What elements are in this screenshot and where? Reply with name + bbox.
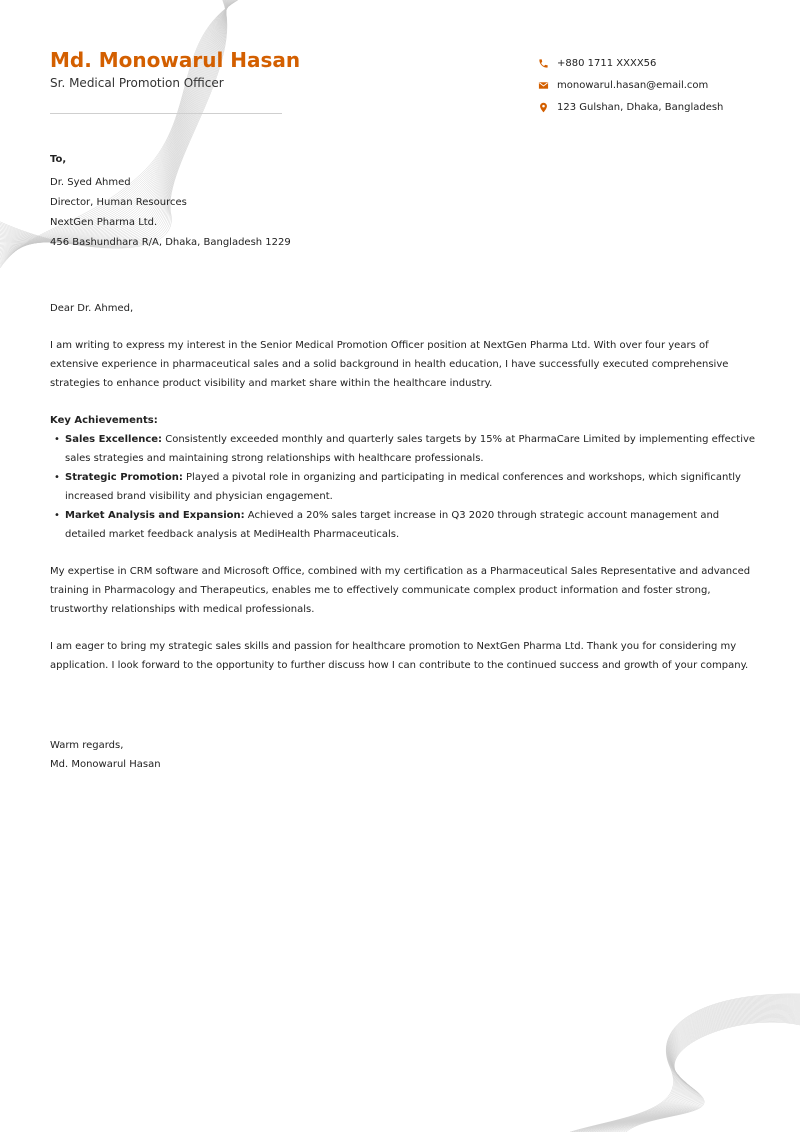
achievement-label: Sales Excellence: — [65, 434, 163, 445]
contact-phone-text: +880 1711 XXXX56 — [557, 57, 657, 69]
phone-icon — [538, 58, 549, 69]
achievement-text: Consistently exceeded monthly and quarterly sales targets by 15% at PharmaCare Limited by implementing effective sales strategies and maintaining strong relationships with healthcare professionals. — [65, 434, 756, 464]
achievement-label: Strategic Promotion: — [65, 472, 183, 483]
sender-job-title: Sr. Medical Promotion Officer — [50, 76, 224, 90]
contact-address-text: 123 Gulshan, Dhaka, Bangladesh — [557, 101, 724, 113]
contact-email-text: monowarul.hasan@email.com — [557, 79, 709, 91]
contact-email — [538, 74, 723, 96]
closing-phrase: Warm regards, — [50, 740, 124, 751]
recipient-position: Director, Human Resources — [50, 197, 187, 208]
recipient-to-label: To, — [50, 154, 67, 165]
intro-paragraph: I am writing to express my interest in the Senior Medical Promotion Officer position at NextGen Pharma Ltd. With over four years of extensive experience in pharmaceutical sales and a solid background in health education, I have successfully executed comprehensive strategies to enhance product visibility and market share within the healthcare industry. — [50, 340, 729, 389]
recipient-block — [50, 150, 291, 253]
achievement-text: Played a pivotal role in organizing and participating in medical conferences and workshops, which significantly increased brand visibility and physician engagement. — [65, 472, 741, 502]
recipient-name: Dr. Syed Ahmed — [50, 177, 131, 188]
contact-phone — [538, 52, 723, 74]
contact-address — [538, 96, 723, 118]
mail-icon — [538, 80, 549, 91]
contact-block — [538, 52, 723, 118]
list-item — [50, 468, 760, 506]
decorative-wave-lines-bottom — [560, 982, 800, 1132]
achievement-text: Achieved a 20% sales target increase in Q3 2020 through strategic account management and detailed market feedback analysis at MediHealth Pharmaceuticals. — [65, 510, 720, 540]
expertise-paragraph: My expertise in CRM software and Microsoft Office, combined with my certification as a Pharmaceutical Sales Representative and advanced training in Pharmacology and Therapeutics, enables me to effectively communicate complex product information and foster strong, trustworthy relationships with medical professionals. — [50, 566, 751, 615]
closing-paragraph: I am eager to bring my strategic sales skills and passion for healthcare promotion to NextGen Pharma Ltd. Thank you for considering my application. I look forward to the opportunity to further discuss how I can contribute to the continued success and growth of your company. — [50, 641, 749, 671]
signature-name: Md. Monowarul Hasan — [50, 759, 161, 770]
achievements-heading: Key Achievements: — [50, 415, 158, 426]
recipient-address: 456 Bashundhara R/A, Dhaka, Bangladesh 1229 — [50, 237, 291, 248]
salutation: Dear Dr. Ahmed, — [50, 303, 134, 314]
letter-body — [50, 299, 760, 693]
list-item — [50, 430, 760, 468]
sender-name: Md. Monowarul Hasan — [50, 48, 301, 72]
header-divider — [50, 113, 282, 114]
achievement-label: Market Analysis and Expansion: — [65, 510, 245, 521]
achievements-list — [50, 430, 760, 544]
location-pin-icon — [538, 102, 549, 113]
signoff-block — [50, 736, 161, 774]
list-item — [50, 506, 760, 544]
recipient-company: NextGen Pharma Ltd. — [50, 217, 158, 228]
